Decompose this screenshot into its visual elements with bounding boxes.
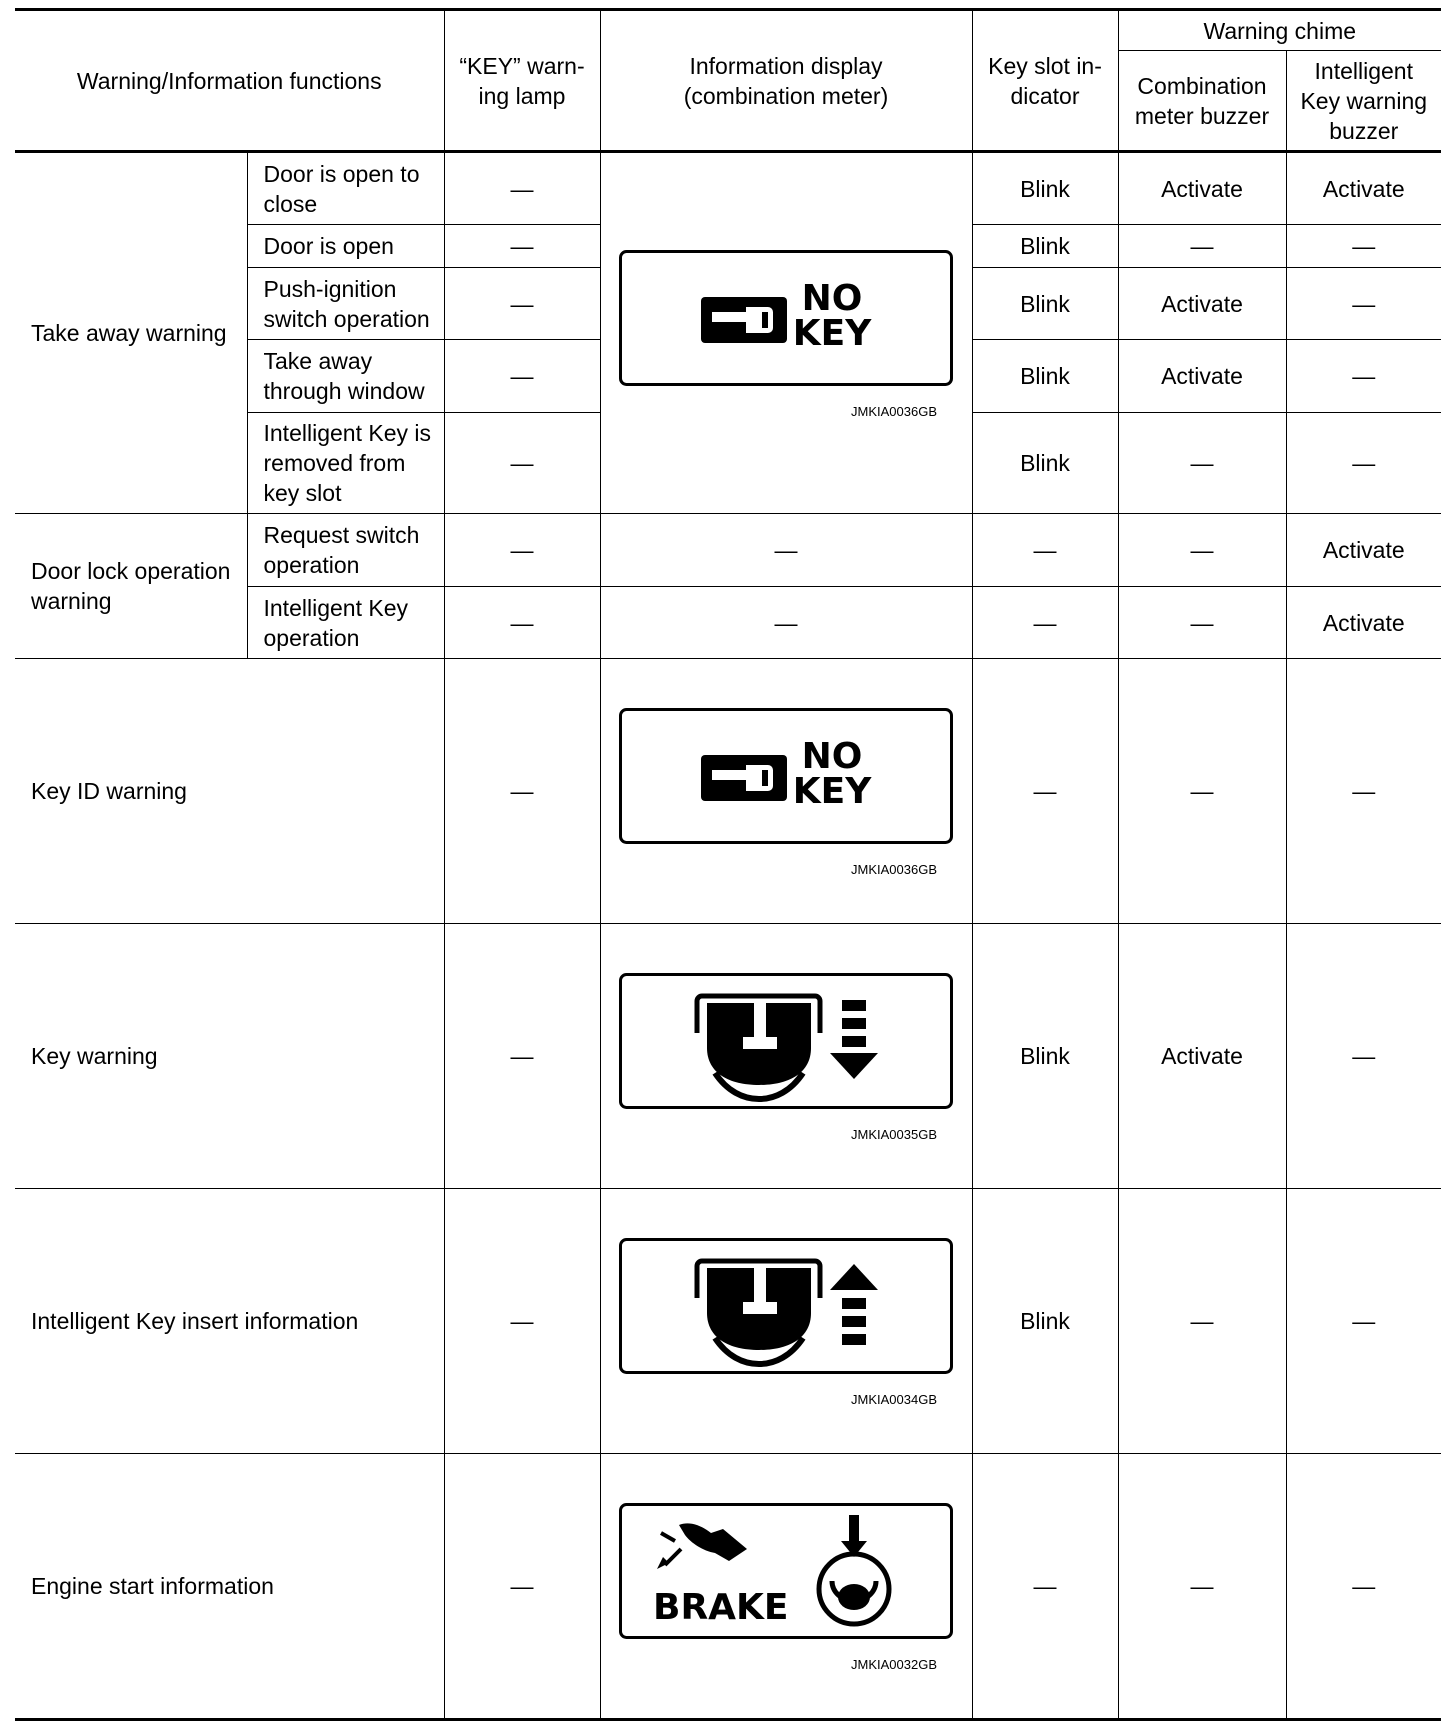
row-label: Key ID warning [15,659,444,924]
no-key-line2: KEY [792,770,872,812]
key-buzzer-cell: — [1286,1189,1441,1454]
key-buzzer-cell: Activate [1286,587,1441,659]
no-key-figure [619,250,953,420]
no-key-display-cell [600,659,972,924]
header-meter-buzzer-text: Combination meter buzzer [1134,72,1270,129]
meter-cell: Activate [1118,340,1286,413]
figure-id: JMKIA0032GB [851,1656,937,1672]
sub-label: Door is open to close [247,152,444,225]
no-key-line1: NO [801,735,863,777]
sub-label: Intelligent Key operation [247,587,444,659]
slot-cell: Blink [972,413,1118,514]
meter-cell: Activate [1118,152,1286,225]
no-key-line2: KEY [792,312,872,354]
key-buzzer-cell: — [1286,924,1441,1189]
table-row [15,659,1441,924]
header-key-buzzer [1286,51,1441,152]
table [15,8,1441,1721]
engine-start-display-cell [600,1454,972,1720]
table-row [15,152,1441,225]
lamp-cell: — [444,924,600,1189]
slot-cell: — [972,514,1118,587]
display-cell: — [600,587,972,659]
lamp-cell: — [444,1189,600,1454]
header-key-slot-text: Key slot in-dicator [988,52,1102,109]
header-key-buzzer-text: Intelligent Key warning buzzer [1300,57,1428,144]
key-buzzer-cell: — [1286,225,1441,268]
meter-cell: — [1118,413,1286,514]
lamp-cell: — [444,514,600,587]
brake-label: BRAKE [653,1586,789,1628]
slot-cell: Blink [972,924,1118,1189]
key-buzzer-cell: — [1286,659,1441,924]
no-key-display-cell [600,152,972,514]
meter-cell: — [1118,659,1286,924]
slot-cell: — [972,659,1118,924]
key-card-icon [619,250,953,386]
figure-id: JMKIA0036GB [851,403,937,419]
key-insert-display-cell [600,1189,972,1454]
header-functions: Warning/Information functions [15,10,444,152]
table-row [15,1454,1441,1720]
sub-label: Push-ignition switch operation [247,268,444,340]
sub-label: Take away through window [247,340,444,413]
slot-cell: Blink [972,225,1118,268]
brake-push-start-icon [619,1503,953,1639]
key-warning-display-cell [600,924,972,1189]
sub-label: Door is open [247,225,444,268]
header-warning-chime: Warning chime [1118,10,1441,51]
key-buzzer-cell: — [1286,340,1441,413]
lamp-cell: — [444,152,600,225]
table-row [15,1189,1441,1454]
key-buzzer-cell: — [1286,413,1441,514]
sub-label: Request switch operation [247,514,444,587]
row-label: Key warning [15,924,444,1189]
key-insert-arrow-up-icon [619,1238,953,1374]
meter-cell: Activate [1118,268,1286,340]
header-key-lamp [444,10,600,152]
lamp-cell: — [444,659,600,924]
key-remove-arrow-down-icon [619,973,953,1109]
header-key-slot [972,10,1118,152]
key-buzzer-cell: — [1286,268,1441,340]
meter-cell: — [1118,587,1286,659]
no-key-figure [619,708,953,878]
key-buzzer-cell: Activate [1286,152,1441,225]
lamp-cell: — [444,413,600,514]
slot-cell: Blink [972,268,1118,340]
figure-id: JMKIA0035GB [851,1126,937,1142]
table-row [15,514,1441,587]
slot-cell: Blink [972,1189,1118,1454]
slot-cell: Blink [972,152,1118,225]
lamp-cell: — [444,1454,600,1720]
group-take-away: Take away warning [15,152,247,514]
figure-id: JMKIA0036GB [851,861,937,877]
header-meter-buzzer [1118,51,1286,152]
warning-functions-table [15,8,1441,1721]
slot-cell: — [972,1454,1118,1720]
sub-label: Intelligent Key is removed from key slot [247,413,444,514]
header-info-display [600,10,972,152]
no-key-line1: NO [801,277,863,319]
key-warning-figure [619,973,953,1143]
lamp-cell: — [444,340,600,413]
lamp-cell: — [444,225,600,268]
group-door-lock: Door lock operation warning [15,514,247,659]
display-cell: — [600,514,972,587]
figure-id: JMKIA0034GB [851,1391,937,1407]
slot-cell: — [972,587,1118,659]
header-info-display-text: Information display (combination meter) [683,52,889,109]
key-buzzer-cell: — [1286,1454,1441,1720]
meter-cell: — [1118,1189,1286,1454]
slot-cell: Blink [972,340,1118,413]
key-insert-figure [619,1238,953,1408]
lamp-cell: — [444,268,600,340]
lamp-cell: — [444,587,600,659]
row-label: Engine start information [15,1454,444,1720]
engine-start-figure [619,1503,953,1673]
meter-cell: Activate [1118,924,1286,1189]
meter-cell: — [1118,514,1286,587]
header-key-lamp-text: “KEY” warn-ing lamp [459,52,585,109]
key-card-icon [619,708,953,844]
meter-cell: — [1118,225,1286,268]
key-buzzer-cell: Activate [1286,514,1441,587]
meter-cell: — [1118,1454,1286,1720]
row-label: Intelligent Key insert information [15,1189,444,1454]
table-row [15,924,1441,1189]
